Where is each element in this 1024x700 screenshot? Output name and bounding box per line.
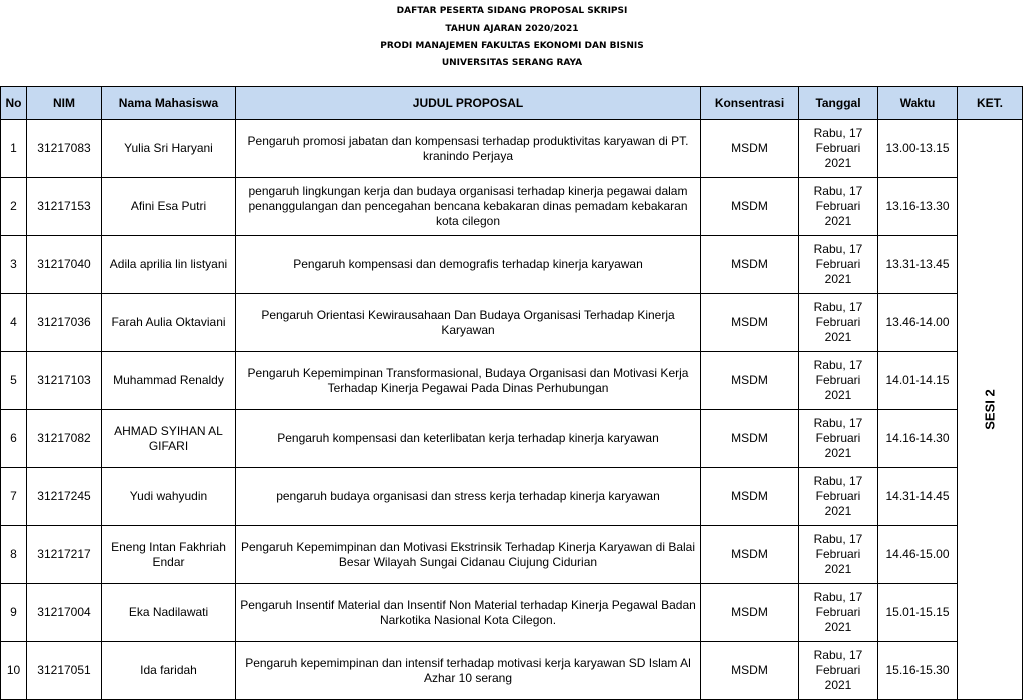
- table-row: [1, 294, 1023, 352]
- cell-no: 4: [1, 294, 27, 352]
- title-line-2: TAHUN AJARAN 2020/2021: [445, 24, 579, 34]
- cell-tanggal: Rabu, 17 Februari 2021: [799, 294, 878, 352]
- document-title-block: [0, 0, 1024, 86]
- cell-nim: 31217103: [27, 352, 102, 410]
- cell-nim: 31217004: [27, 584, 102, 642]
- col-header-tanggal: Tanggal: [799, 87, 878, 120]
- cell-nama: AHMAD SYIHAN AL GIFARI: [102, 410, 236, 468]
- cell-nama: Eneng Intan Fakhriah Endar: [102, 526, 236, 584]
- cell-konsentrasi: MSDM: [701, 526, 799, 584]
- table-header-row: [1, 87, 1023, 120]
- table-row: [1, 236, 1023, 294]
- cell-judul: Pengaruh kompensasi dan demografis terhadap kinerja karyawan: [236, 236, 701, 294]
- cell-no: 7: [1, 468, 27, 526]
- col-header-nama: Nama Mahasiswa: [102, 87, 236, 120]
- cell-judul: Pengaruh kepemimpinan dan intensif terhadap motivasi kerja karyawan SD Islam Al Azhar 10 serang: [236, 642, 701, 700]
- cell-no: 1: [1, 120, 27, 178]
- cell-nim: 31217082: [27, 410, 102, 468]
- cell-nim: 31217153: [27, 178, 102, 236]
- cell-nim: 31217217: [27, 526, 102, 584]
- cell-nama: Yulia Sri Haryani: [102, 120, 236, 178]
- cell-nim: 31217245: [27, 468, 102, 526]
- title-line-4: UNIVERSITAS SERANG RAYA: [441, 58, 583, 68]
- col-header-ket: KET.: [958, 87, 1023, 120]
- cell-waktu: 15.01-15.15: [878, 584, 958, 642]
- cell-konsentrasi: MSDM: [701, 352, 799, 410]
- cell-nim: 31217036: [27, 294, 102, 352]
- cell-nim: 31217040: [27, 236, 102, 294]
- cell-konsentrasi: MSDM: [701, 468, 799, 526]
- cell-tanggal: Rabu, 17 Februari 2021: [799, 410, 878, 468]
- col-header-nim: NIM: [27, 87, 102, 120]
- cell-tanggal: Rabu, 17 Februari 2021: [799, 120, 878, 178]
- table-row: [1, 468, 1023, 526]
- cell-nama: Ida faridah: [102, 642, 236, 700]
- cell-waktu: 14.01-14.15: [878, 352, 958, 410]
- cell-no: 10: [1, 642, 27, 700]
- table-row: [1, 178, 1023, 236]
- cell-judul: pengaruh lingkungan kerja dan budaya organisasi terhadap kinerja pegawai dalam penanggulangan dan pencegahan bencana kebakaran dinas pemadam kebakaran kota cilegon: [236, 178, 701, 236]
- cell-nim: 31217051: [27, 642, 102, 700]
- cell-waktu: 14.46-15.00: [878, 526, 958, 584]
- table-row: [1, 120, 1023, 178]
- cell-nama: Yudi wahyudin: [102, 468, 236, 526]
- cell-konsentrasi: MSDM: [701, 178, 799, 236]
- cell-judul: Pengaruh promosi jabatan dan kompensasi terhadap produktivitas karyawan di PT. kranindo Perjaya: [236, 120, 701, 178]
- cell-konsentrasi: MSDM: [701, 294, 799, 352]
- cell-judul: Pengaruh kompensasi dan keterlibatan kerja terhadap kinerja karyawan: [236, 410, 701, 468]
- cell-waktu: 13.16-13.30: [878, 178, 958, 236]
- title-line-3: PRODI MANAJEMEN FAKULTAS EKONOMI DAN BISNIS: [380, 41, 644, 51]
- cell-judul: Pengaruh Kepemimpinan dan Motivasi Ekstrinsik Terhadap Kinerja Karyawan di Balai Besar Wilayah Sungai Cidanau Ciujung Cidurian: [236, 526, 701, 584]
- cell-waktu: 13.00-13.15: [878, 120, 958, 178]
- cell-no: 9: [1, 584, 27, 642]
- cell-no: 6: [1, 410, 27, 468]
- cell-judul: Pengaruh Orientasi Kewirausahaan Dan Budaya Organisasi Terhadap Kinerja Karyawan: [236, 294, 701, 352]
- cell-tanggal: Rabu, 17 Februari 2021: [799, 236, 878, 294]
- cell-tanggal: Rabu, 17 Februari 2021: [799, 468, 878, 526]
- cell-waktu: 15.16-15.30: [878, 642, 958, 700]
- cell-no: 3: [1, 236, 27, 294]
- cell-nama: Afini Esa Putri: [102, 178, 236, 236]
- cell-tanggal: Rabu, 17 Februari 2021: [799, 584, 878, 642]
- col-header-konsentrasi: Konsentrasi: [701, 87, 799, 120]
- cell-nama: Adila aprilia lin listyani: [102, 236, 236, 294]
- col-header-judul: JUDUL PROPOSAL: [236, 87, 701, 120]
- col-header-waktu: Waktu: [878, 87, 958, 120]
- cell-waktu: 13.31-13.45: [878, 236, 958, 294]
- cell-tanggal: Rabu, 17 Februari 2021: [799, 642, 878, 700]
- cell-judul: pengaruh budaya organisasi dan stress kerja terhadap kinerja karyawan: [236, 468, 701, 526]
- cell-konsentrasi: MSDM: [701, 642, 799, 700]
- cell-no: 2: [1, 178, 27, 236]
- col-header-no: No: [1, 87, 27, 120]
- cell-waktu: 13.46-14.00: [878, 294, 958, 352]
- cell-waktu: 14.16-14.30: [878, 410, 958, 468]
- cell-waktu: 14.31-14.45: [878, 468, 958, 526]
- cell-judul: Pengaruh Kepemimpinan Transformasional, Budaya Organisasi dan Motivasi Kerja Terhadap Kinerja Pegawai Pada Dinas Perhubungan: [236, 352, 701, 410]
- cell-judul: Pengaruh Insentif Material dan Insentif Non Material terhadap Kinerja Pegawal Badan Narkotika Nasional Kota Cilegon.: [236, 584, 701, 642]
- cell-tanggal: Rabu, 17 Februari 2021: [799, 352, 878, 410]
- table-row: [1, 526, 1023, 584]
- cell-nama: Farah Aulia Oktaviani: [102, 294, 236, 352]
- cell-konsentrasi: MSDM: [701, 584, 799, 642]
- cell-konsentrasi: MSDM: [701, 410, 799, 468]
- table-row: [1, 642, 1023, 700]
- session-label: SESI 2: [982, 388, 998, 430]
- cell-no: 5: [1, 352, 27, 410]
- cell-nim: 31217083: [27, 120, 102, 178]
- cell-ket-session: [958, 120, 1023, 700]
- cell-no: 8: [1, 526, 27, 584]
- cell-tanggal: Rabu, 17 Februari 2021: [799, 526, 878, 584]
- cell-nama: Muhammad Renaldy: [102, 352, 236, 410]
- cell-konsentrasi: MSDM: [701, 236, 799, 294]
- table-row: [1, 584, 1023, 642]
- cell-tanggal: Rabu, 17 Februari 2021: [799, 178, 878, 236]
- table-row: [1, 410, 1023, 468]
- table-row: [1, 352, 1023, 410]
- title-line-1: DAFTAR PESERTA SIDANG PROPOSAL SKRIPSI: [396, 6, 628, 16]
- cell-nama: Eka Nadilawati: [102, 584, 236, 642]
- participants-table: [0, 86, 1023, 700]
- cell-konsentrasi: MSDM: [701, 120, 799, 178]
